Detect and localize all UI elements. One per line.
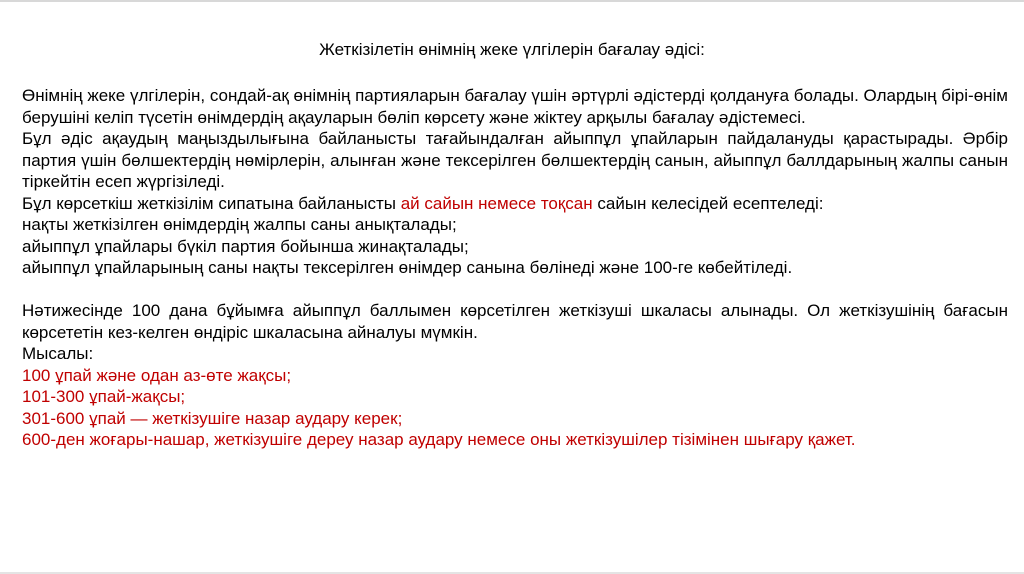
- calculation-text-end: сайын келесідей есептеледі:: [592, 193, 824, 213]
- example-item-excellent: 100 ұпай және одан аз-өте жақсы;: [22, 365, 292, 385]
- slide-body: [22, 85, 1008, 451]
- paragraph-intro: Өнімнің жеке үлгілерін, сондай-ақ өнімнің партияларын бағалау үшін әртүрлі әдістерді қолдануға болады. Олардың бірі-өнім берушіні келіп түсетін өнімдердің ақауларын бөліп көрсету және жіктеу арқылы бағалау әдістемесі.: [22, 86, 1008, 127]
- calculation-text-start: Бұл көрсеткіш жеткізілім сипатына байланысты: [22, 193, 401, 213]
- step-item-2: айыппұл ұпайлары бүкіл партия бойынша жинақталады;: [22, 236, 469, 256]
- step-item-1: нақты жеткізілген өнімдердің жалпы саны анықталады;: [22, 215, 457, 234]
- step-item-3: айыппұл ұпайларының саны нақты тексерілген өнімдер санына бөлінеді және 100-ге көбейтіледі.: [22, 258, 793, 277]
- paragraph-method: Бұл әдіс ақаудың маңыздылығына байланысты тағайындалған айыппұл ұпайларын пайдалануды қарастырады. Әрбір партия үшін бөлшектердің нөмірлерін, алынған және тексерілген бөлшектердің санын, айыппұл баллдарының жалпы санын тіркейтін есеп жүргізіледі.: [22, 129, 1008, 191]
- calculation-period-highlight: ай сайын немесе тоқсан: [400, 193, 593, 213]
- top-divider: [0, 0, 1024, 2]
- slide-title: Жеткізілетін өнімнің жеке үлгілерін бағалау әдісі:: [319, 40, 705, 59]
- example-item-good: 101-300 ұпай-жақсы;: [22, 387, 186, 406]
- paragraph-spacer: [22, 279, 1008, 301]
- paragraph-calculation: [22, 193, 1008, 215]
- paragraph-result: Нәтижесінде 100 дана бұйымға айыппұл баллымен көрсетілген жеткізуші шкаласы алынады. Ол жеткізушінің бағасын көрсететін кез-келген өндіріс шкаласына айналуы мүмкін.: [22, 301, 1008, 342]
- example-item-attention: 301-600 ұпай — жеткізушіге назар аудару керек;: [22, 408, 403, 428]
- example-item-poor: 600-ден жоғары-нашар, жеткізушіге дереу назар аудару немесе оны жеткізушілер тізімінен шығару қажет.: [22, 430, 856, 449]
- example-label: Мысалы:: [22, 344, 94, 363]
